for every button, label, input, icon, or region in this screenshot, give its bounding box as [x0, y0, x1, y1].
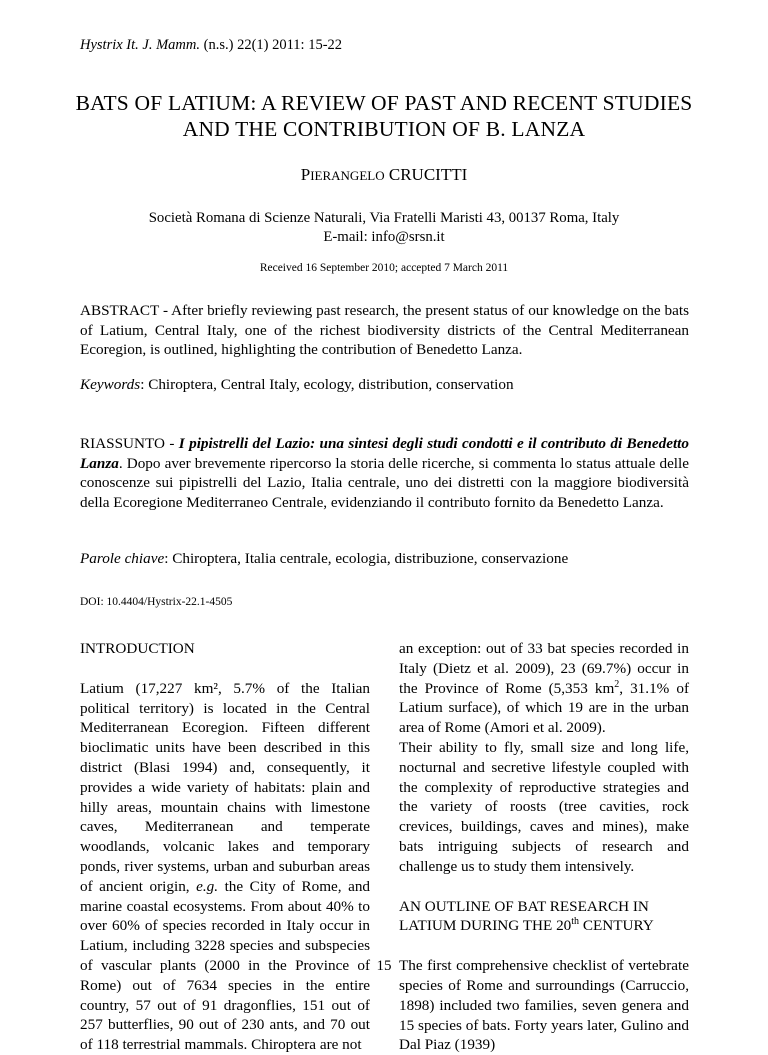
introduction-text-b: the City of Rome, and marine coastal ecosystems. From about 40% to over 60% of species recorded in Italy occur in Latium, including 3228 species and subspecies of vascular plants (2000 in the Province of Rome) out of 7634 species in the entire country, 57 out of 91 dragonflies, 151 out of 257 butterflies, 90 out of 230 ants, and 70 out of 118 terrestrial mammals. Chiroptera are not — [80, 877, 371, 1054]
author — [0, 165, 768, 185]
keywords — [80, 376, 689, 394]
page-number: 15 — [376, 958, 392, 974]
left-column — [80, 639, 370, 1055]
paper-title: BATS OF LATIUM: A REVIEW OF PAST AND RECENT STUDIES AND THE CONTRIBUTION OF B. LANZA — [75, 91, 693, 141]
journal-name: Hystrix It. J. Mamm. — [80, 37, 201, 53]
affiliation — [0, 209, 768, 247]
section-heading-outline — [399, 897, 689, 937]
right-paragraph-1 — [399, 639, 689, 738]
section-heading-outline-a: AN OUTLINE OF BAT RESEARCH IN LATIUM DURING THE 20 — [399, 897, 649, 935]
section-heading-outline-b: CENTURY — [579, 917, 654, 935]
parole-chiave — [80, 550, 689, 568]
right-paragraph-1-a: an exception: out of 33 bat species recorded in Italy (Dietz et al. 2009), 23 (69.7%) occur in the Province of Rome (5,353 km — [399, 640, 689, 697]
affiliation-email: E-mail: info@srsn.it — [323, 229, 445, 245]
right-paragraph-1-sup: 2 — [614, 678, 620, 690]
running-head — [80, 37, 342, 54]
right-paragraph-2: Their ability to fly, small size and long life, nocturnal and secretive lifestyle coupled with the complexity of reproductive strategies and the variety of roosts (tree cavities, rock crevices, buildings, caves and mines), make bats intriguing subjects of research and challenge us to study them intensively. — [399, 738, 689, 875]
author-initial: P — [300, 165, 311, 184]
keywords-label: Keywords — [80, 376, 141, 393]
right-paragraph-3: The first comprehensive checklist of vertebrate species of Rome and surroundings (Carruccio, 1898) included two families, seven genera and 15 species of bats. Forty years later, Gulino and Dal Piaz (1939) — [399, 957, 689, 1054]
issue-info: (n.s.) 22(1) 2011: 15-22 — [200, 37, 343, 53]
riassunto-title: I pipistrelli del Lazio: una sintesi degli studi condotti e il contributo di Benedetto Lanza — [80, 435, 689, 472]
parole-chiave-text: : Chiroptera, Italia centrale, ecologia, distribuzione, conservazione — [164, 550, 569, 567]
author-given-rest: IERANGELO — [310, 168, 385, 183]
riassunto-text: . Dopo aver brevemente ripercorso la storia delle ricerche, si commenta lo status attuale delle conoscenze sui pipistrelli del Lazio, Italia centrale, uno dei distretti con la maggiore biodiversità della Ecoregione Mediterraneo Centrale, evidenziando il contributo fornito da Benedetto Lanza. — [80, 454, 689, 511]
riassunto — [80, 434, 689, 512]
author-surname: CRUCITTI — [388, 165, 468, 184]
section-heading-outline-sup: th — [571, 916, 580, 928]
right-paragraph-1-b: , 31.1% of Latium surface), of which 19 are in the urban area of Rome (Amori et al. 2009). — [399, 679, 690, 737]
riassunto-prefix: RIASSUNTO - — [80, 435, 179, 452]
parole-chiave-label: Parole chiave — [80, 550, 165, 567]
right-column — [399, 639, 689, 1055]
doi: DOI: 10.4404/Hystrix-22.1-4505 — [80, 596, 233, 608]
introduction-heading: INTRODUCTION — [80, 640, 195, 657]
abstract: ABSTRACT - After briefly reviewing past research, the present status of our knowledge on the bats of Latium, Central Italy, one of the richest biodiversity districts of the Central Mediterranean Ecoregion, is outlined, highlighting the contribution of Benedetto Lanza. — [80, 302, 689, 359]
affiliation-address: Società Romana di Scienze Naturali, Via Fratelli Maristi 43, 00137 Roma, Italy — [148, 210, 620, 226]
introduction-eg: e.g. — [196, 877, 219, 895]
introduction-paragraph — [80, 679, 370, 1055]
introduction-text-a: Latium (17,227 km², 5.7% of the Italian political territory) is located in the Central Mediterranean Ecoregion. Fifteen different bioclimatic units have been described in this district (Blasi 1994) and, consequently, it provides a wide variety of habitats: plain and hilly areas, mountain chains with limestone caves, Mediterranean and temperate woodlands, volcanic lakes and temporary ponds, river systems, urban and suburban areas of ancient origin, — [80, 679, 370, 895]
received-dates: Received 16 September 2010; accepted 7 March 2011 — [259, 262, 509, 274]
keywords-text: : Chiroptera, Central Italy, ecology, distribution, conservation — [140, 376, 514, 393]
